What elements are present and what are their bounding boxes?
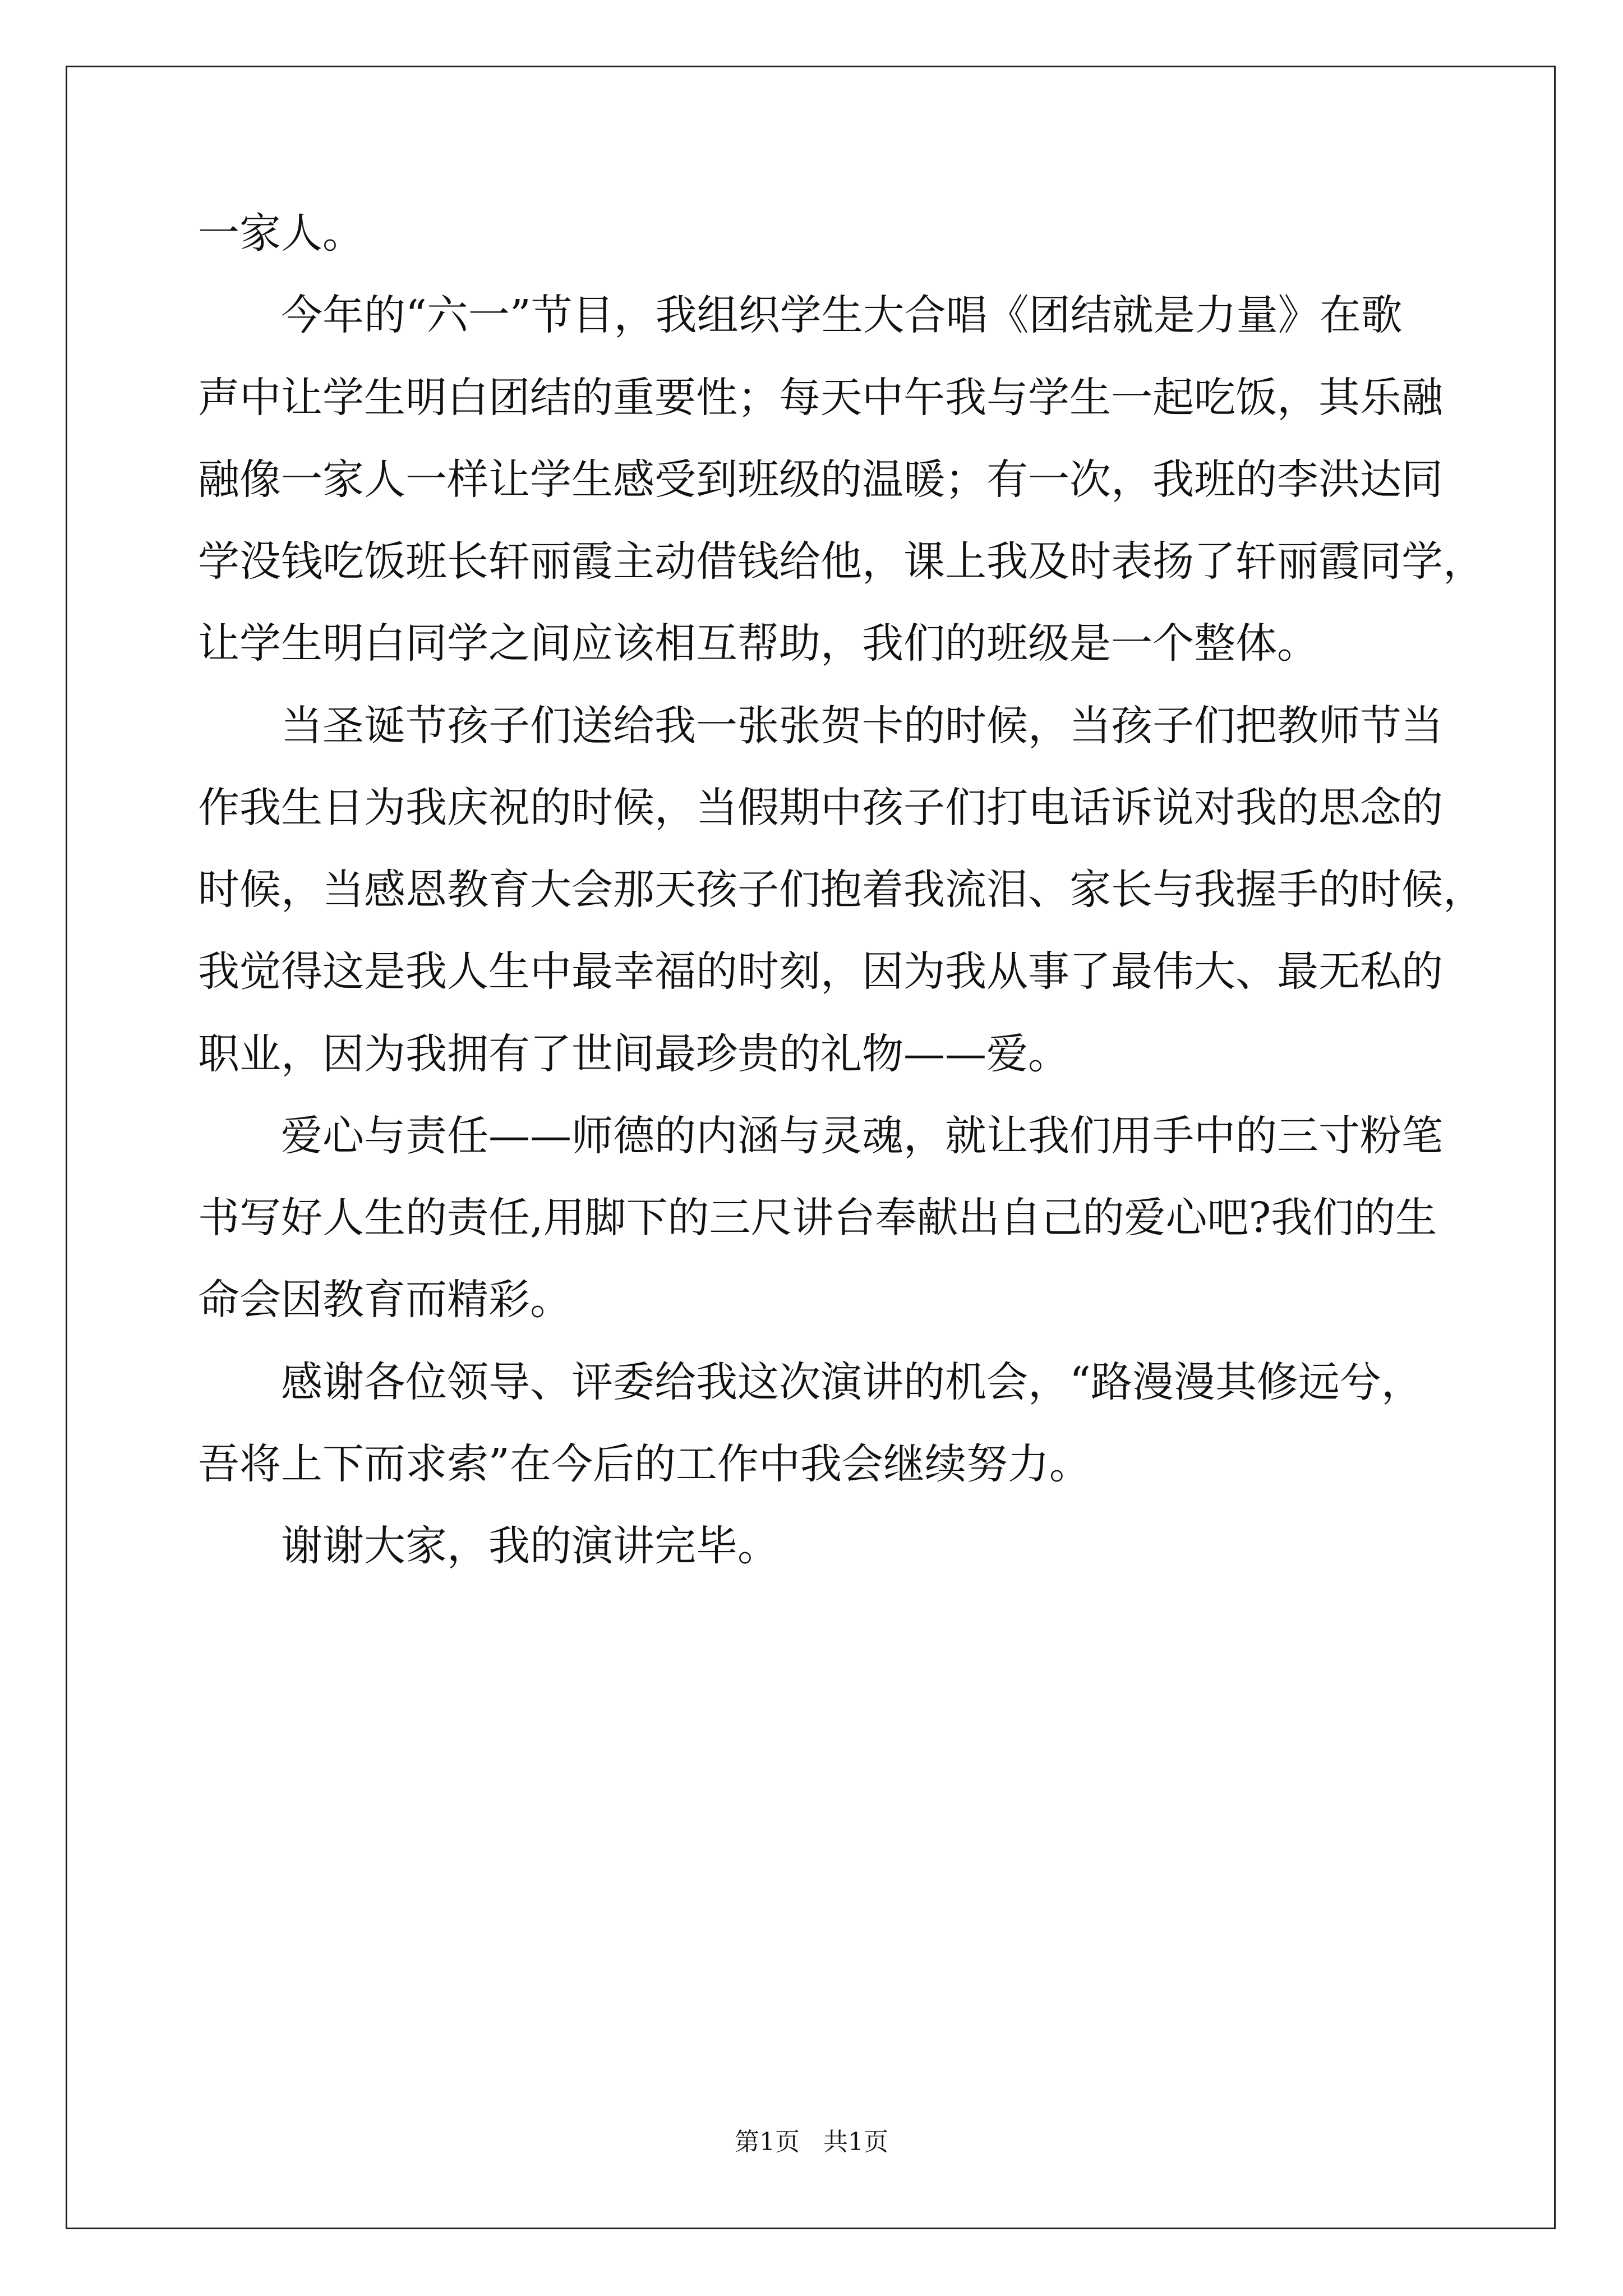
text-line: 职业，因为我拥有了世间最珍贵的礼物——爱。: [198, 1030, 1069, 1078]
page-number-footer: 第1页 共1页: [735, 2128, 888, 2156]
text-line: 作我生日为我庆祝的时候，当假期中孩子们打电话诉说对我的思念的: [198, 784, 1443, 832]
text-line: 融像一家人一样让学生感受到班级的温暖；有一次，我班的李洪达同: [198, 455, 1443, 504]
text-line: 今年的“六一”节目，我组织学生大合唱《团结就是力量》在歌: [281, 291, 1403, 339]
text-line: 书写好人生的责任,用脚下的三尺讲台奉献出自己的爱心吧?我们的生: [198, 1194, 1437, 1242]
text-line: 感谢各位领导、评委给我这次演讲的机会，“路漫漫其修远兮，: [281, 1358, 1423, 1406]
text-line: 吾将上下而求索”在今后的工作中我会继续努力。: [198, 1440, 1091, 1488]
text-line: 我觉得这是我人生中最幸福的时刻，因为我从事了最伟大、最无私的: [198, 947, 1443, 996]
text-line: 命会因教育而精彩。: [198, 1276, 571, 1324]
text-line: 当圣诞节孩子们送给我一张张贺卡的时候，当孩子们把教师节当: [281, 702, 1443, 750]
text-line: 声中让学生明白团结的重要性；每天中午我与学生一起吃饭，其乐融: [198, 374, 1443, 422]
text-line: 爱心与责任——师德的内涵与灵魂，就让我们用手中的三寸粉笔: [281, 1112, 1443, 1160]
text-line: 让学生明白同学之间应该相互帮助，我们的班级是一个整体。: [198, 619, 1318, 668]
text-line: 谢谢大家，我的演讲完毕。: [281, 1522, 779, 1570]
text-line: 学没钱吃饭班长轩丽霞主动借钱给他，课上我及时表扬了轩丽霞同学，: [198, 537, 1484, 586]
text-line: 时候，当感恩教育大会那天孩子们抱着我流泪、家长与我握手的时候，: [198, 866, 1484, 914]
text-line: 一家人。: [198, 209, 364, 257]
